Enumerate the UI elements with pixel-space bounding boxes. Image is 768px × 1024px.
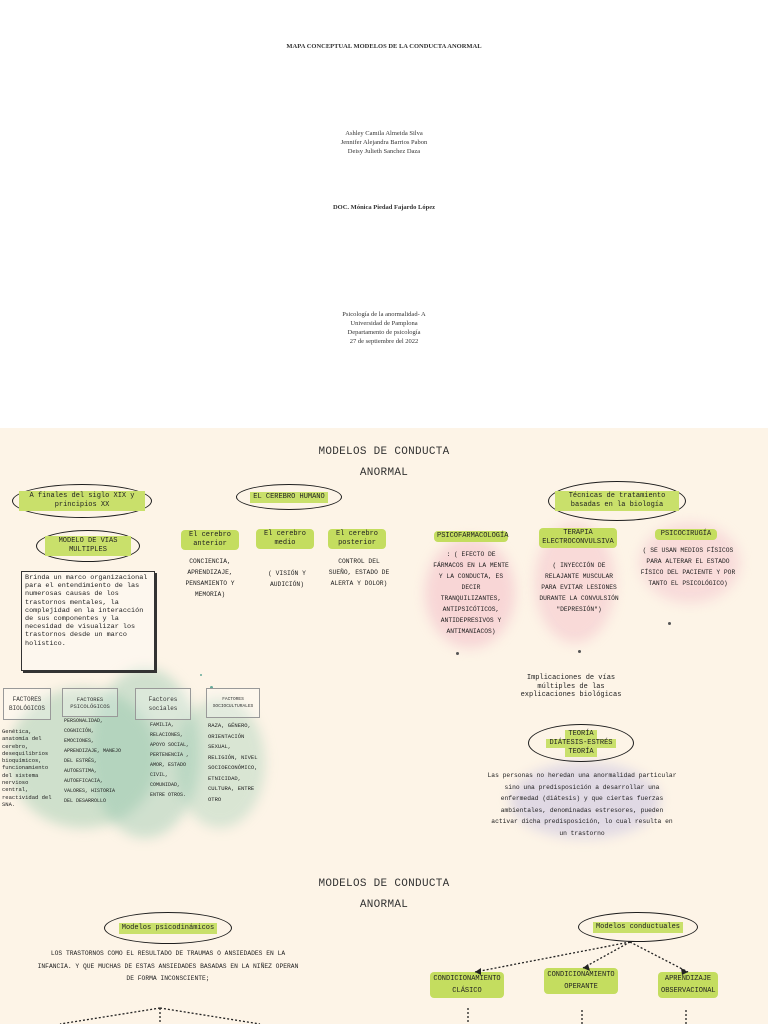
cover-page [0, 0, 768, 428]
siglo-oval: A finales del siglo XIX y principios XX [12, 484, 152, 518]
factor-desc-biologicos: Genética, anatomía del cerebro, desequilibrios bioquímicos, funcionamiento del sistema nervioso central, reactividad del SNA. [2, 728, 52, 808]
concept-map-page [0, 428, 768, 1024]
cerebro-medio-desc: ( VISIÓN Y AUDICIÓN) [268, 570, 306, 588]
map1-title: MODELOS DE CONDUCTA ANORMAL [318, 446, 450, 479]
factor-desc-sociales: FAMILIA, RELACIONES, APOYO SOCIAL, PERTENENCIA , AMOR, ESTADO CIVIL, COMUNIDAD, ENTRE OTROS. [150, 722, 190, 798]
decorative-dot [456, 652, 459, 655]
cerebro-oval: EL CEREBRO HUMANO [236, 484, 342, 510]
cerebro-anterior-desc: CONCIENCIA, APRENDIZAJE, PENSAMIENTO Y MEMORIA) [185, 558, 235, 598]
decorative-dot [200, 674, 202, 676]
cerebro-anterior-pill: El cerebro anterior [181, 530, 239, 550]
terapia-desc: ( INYECCIÓN DE RELAJANTE MUSCULAR PARA EVITAR LESIONES DURANTE LA CONVULSIÓN "DEPRESIÓN") [539, 562, 619, 613]
cerebro-medio-pill: El cerebro medio [256, 529, 314, 549]
cover-author-1: Ashley Camila Almeida Silva [345, 130, 423, 137]
cover-course-2: Universidad de Pamplona [350, 320, 418, 327]
factor-desc-psicologicos: PERSONALIDAD, COGNICIÓN, EMOCIONES, APRENDIZAJE, MANEJO DEL ESTRÉS, AUTOESTIMA, AUTOEFICACIA, VALORES, HISTORIA DEL DESARROLLO [64, 718, 122, 804]
teoria-oval: TEORÍA DIÁTESIS-ESTRÉS TEORÍA [528, 724, 634, 762]
factor-desc-socioculturales: RAZA, GÉNERO, ORIENTACIÓN SEXUAL, RELIGIÓN, NIVEL SOCIOECONÓMICO, ETNICIDAD, CULTURA, ENTRE OTRO [208, 722, 258, 803]
connector-arrows [0, 928, 768, 1024]
vias-description: Brinda un marco organizacional para el entendimiento de las numerosas causas de los trastornos mentales, la complejidad en la interacción de sus componentes y la necesidad de visualizar los trastornos desde un marco holístico. [21, 571, 155, 671]
decorative-dot [668, 622, 671, 625]
cover-course-4: 27 de septiembre del 2022 [349, 338, 419, 345]
factor-box-biologicos: FACTORES BIOLÓGICOS [3, 688, 51, 720]
decorative-dot [578, 650, 581, 653]
psicodinamicos-oval: Modelos psicodinámicos [104, 912, 232, 944]
cover-teacher: DOC. Mónica Piedad Fajardo López [332, 204, 435, 211]
psicofarmacologia-desc: : ( EFECTO DE FÁRMACOS EN LA MENTE Y LA CONDUCTA, ES DECIR TRANQUILIZANTES, ANTIPSICÓTICOS, ANTIDEPRESIVOS Y ANTIMANIACOS) [433, 551, 509, 635]
vias-oval: MODELO DE VIAS MULTIPLES [36, 530, 140, 562]
cover-author-3: Deisy Julieth Sanchez Daza [347, 148, 421, 155]
operante-pill: CONDICIONAMIENTO OPERANTE [544, 968, 618, 994]
psicofarmacologia-pill: PSICOFARMACOLOGÍA [434, 531, 508, 542]
cover-course-3: Departamento de psicología [347, 329, 421, 336]
terapia-pill: TERAPIA ELECTROCONVULSIVA [539, 528, 617, 548]
factor-box-psicologicos: FACTORES PSICOLÓGICOS [62, 688, 118, 717]
cerebro-posterior-desc: CONTROL DEL SUEÑO, ESTADO DE ALERTA Y DOLOR) [328, 558, 390, 587]
clasico-pill: CONDICIONAMIENTO CLÁSICO [430, 972, 504, 998]
cover-title: MAPA CONCEPTUAL MODELOS DE LA CONDUCTA ANORMAL [286, 43, 482, 50]
cover-course-1: Psicología de la anormalidad- A [342, 311, 426, 318]
conductuales-oval: Modelos conductuales [578, 912, 698, 942]
factor-box-sociales: Factores sociales [135, 688, 191, 720]
cover-author-2: Jennifer Alejandra Barrios Pabon [340, 139, 428, 146]
teoria-desc: Las personas no heredan una anormalidad particular sino una predisposición a desarrollar una enfermedad (diátesis) y que ciertas fuerzas ambientales, denominadas estresores, pueden activar dicha predisposición, lo cual resulta en un trastorno [487, 772, 677, 837]
cerebro-posterior-pill: El cerebro posterior [328, 529, 386, 549]
psicodinamicos-desc: LOS TRASTORNOS COMO EL RESULTADO DE TRAUMAS O ANSIEDADES EN LA INFANCIA. Y QUE MUCHAS DE ESTAS ANSIEDADES BASADAS EN LA NIÑEZ OPERAN DE FORMA INCONSCIENTE; [37, 950, 299, 982]
psicocirugia-desc: ( SE USAN MEDIOS FÍSICOS PARA ALTERAR EL ESTADO FÍSICO DEL PACIENTE Y POR TANTO EL PSICOLÓGICO) [640, 547, 736, 587]
implicaciones-text: Implicaciones de vías múltiples de las explicaciones biológicas [520, 674, 622, 699]
map2-title: MODELOS DE CONDUCTA ANORMAL [318, 878, 450, 911]
tecnicas-oval: Técnicas de tratamiento basadas en la biología [548, 481, 686, 521]
factor-box-socioculturales: FACTORES SOCIOCULTURALES [206, 688, 260, 718]
psicocirugia-pill: PSICOCIRUGÍA [655, 529, 717, 540]
observacional-pill: APRENDIZAJE OBSERVACIONAL [658, 972, 718, 998]
